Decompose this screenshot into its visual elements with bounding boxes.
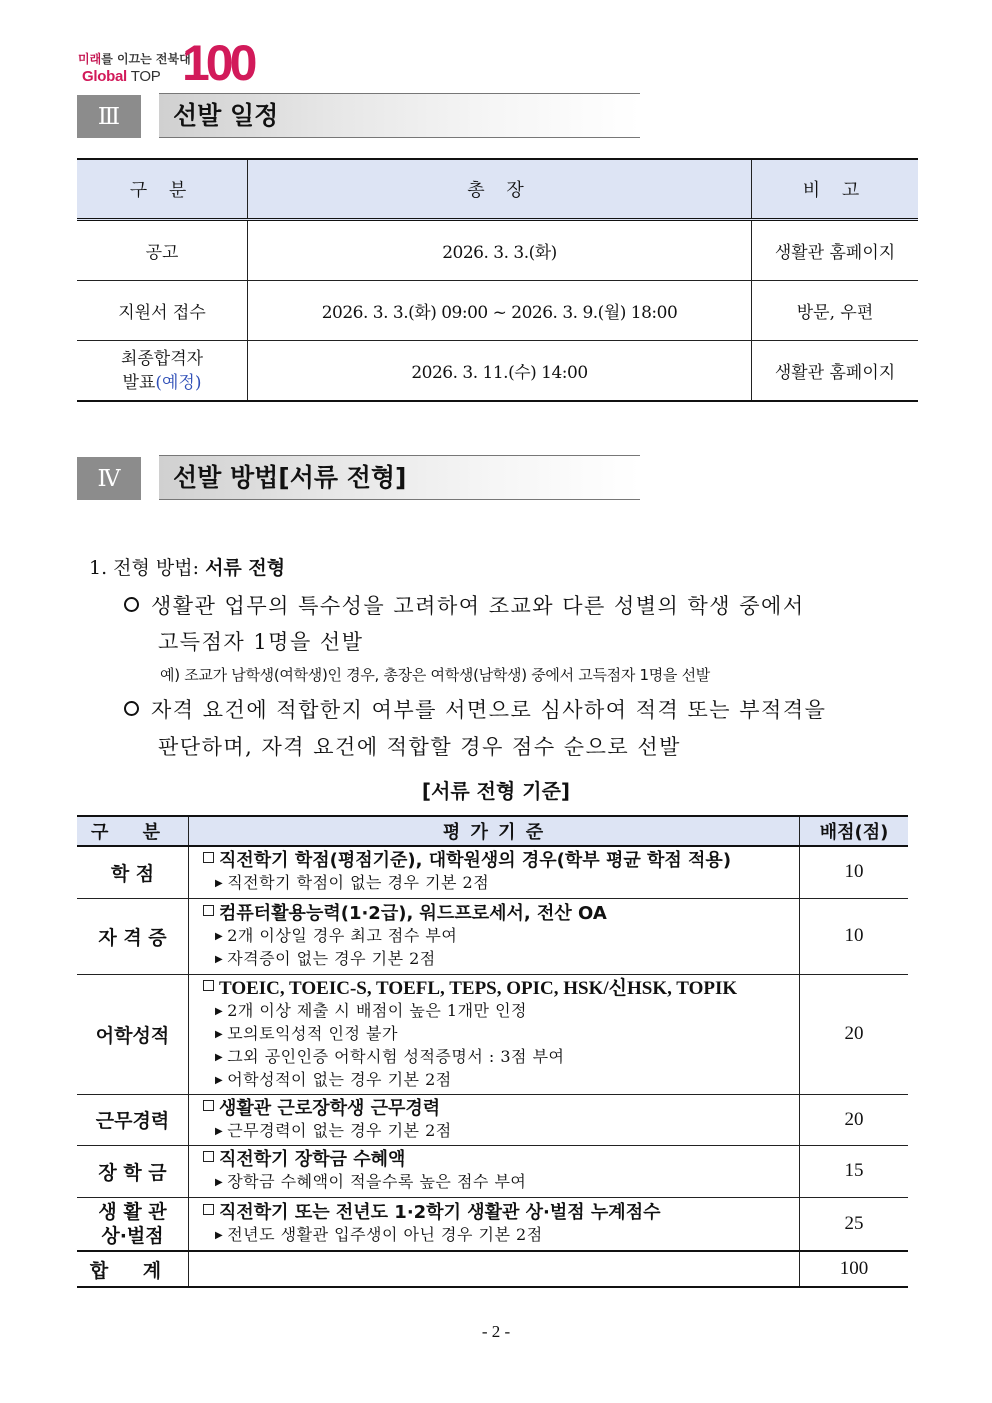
table-row (77, 341, 918, 402)
header-president: 총 장 (248, 159, 752, 220)
header-category: 구 분 (77, 816, 189, 846)
table-row (77, 898, 908, 974)
section-header-method (77, 455, 640, 503)
table-row (77, 974, 908, 1094)
checkbox-square-icon (203, 1204, 214, 1215)
triangle-bullet-icon: ▶ (215, 1028, 224, 1040)
criteria-head: TOEIC, TOEIC-S, TOEFL, TEPS, OPIC, HSK/신HSK, TOPIK (203, 977, 799, 1000)
section-numeral: Ⅳ (77, 457, 141, 500)
table-row (77, 1197, 908, 1251)
criteria-title: [서류 전형 기준] (421, 779, 571, 803)
logo-100: 100 (182, 35, 254, 91)
triangle-bullet-icon: ▶ (215, 1051, 224, 1063)
triangle-bullet-icon: ▶ (215, 953, 224, 965)
criteria-head: 컴퓨터활용능력(1·2급), 워드프로세서, 전산 OA (203, 902, 799, 925)
table-header-row (77, 816, 908, 846)
criteria-head: 생활관 근로장학생 근무경력 (203, 1097, 799, 1120)
triangle-bullet-icon: ▶ (215, 1005, 224, 1017)
row-criteria (189, 898, 800, 974)
total-label: 합 계 (77, 1251, 189, 1287)
criteria-table (77, 815, 908, 1288)
triangle-bullet-icon: ▶ (215, 878, 224, 890)
row-category: 어학성적 (77, 974, 189, 1094)
row-score: 20 (800, 974, 909, 1094)
checkbox-square-icon (203, 1151, 214, 1162)
schedule-table (77, 158, 918, 402)
criteria-head: 직전학기 장학금 수혜액 (203, 1148, 799, 1171)
triangle-bullet-icon: ▶ (215, 1177, 224, 1188)
bullet-item: 생활관 업무의 특수성을 고려하여 조교와 다른 성별의 학생 중에서 (124, 590, 805, 620)
university-logo (78, 35, 254, 91)
total-blank (189, 1251, 800, 1287)
row-category: 공고 (77, 220, 248, 281)
header-note: 비 고 (752, 159, 919, 220)
criteria-sub: ▶ 2개 이상일 경우 최고 점수 부여 (215, 925, 458, 945)
logo-tagline: 미래를 이끄는 전북대 (78, 52, 191, 66)
row-score: 10 (800, 898, 909, 974)
criteria-sub: ▶ 2개 이상 제출 시 배점이 높은 1개만 인정 (215, 1000, 528, 1020)
circle-bullet-icon (124, 597, 139, 612)
checkbox-square-icon (203, 980, 214, 991)
method-heading: 1. 전형 방법: 서류 전형 (89, 557, 286, 579)
tentative-note: (예정) (155, 372, 202, 393)
triangle-bullet-icon: ▶ (215, 1229, 224, 1241)
criteria-sub: ▶ 직전학기 학점이 없는 경우 기본 2점 (215, 873, 490, 893)
bullet-continuation: 판단하며, 자격 요건에 적합할 경우 점수 순으로 선발 (158, 735, 681, 759)
bullet-continuation: 고득점자 1명을 선발 (158, 630, 364, 654)
row-date: 2026. 3. 3.(화) 09:00 ~ 2026. 3. 9.(월) 18:00 (248, 281, 752, 341)
row-category: 자 격 증 (77, 898, 189, 974)
checkbox-square-icon (203, 1100, 214, 1111)
page-number: - 2 - (481, 1322, 511, 1341)
row-criteria (189, 1197, 800, 1251)
row-note: 방문, 우편 (752, 281, 919, 341)
row-score: 10 (800, 846, 909, 898)
row-category: 근무경력 (77, 1094, 189, 1145)
row-category: 최종합격자 발표(예정) (77, 341, 248, 402)
header-category: 구 분 (77, 159, 248, 220)
row-criteria (189, 1094, 800, 1145)
triangle-bullet-icon: ▶ (215, 1074, 224, 1086)
checkbox-square-icon (203, 852, 214, 863)
circle-bullet-icon (124, 701, 139, 716)
row-score: 20 (800, 1094, 909, 1145)
example-note: 예) 조교가 남학생(여학생)인 경우, 총장은 여학생(남학생) 중에서 고득점자 1명을 선발 (160, 666, 710, 684)
criteria-sub: ▶ 어학성적이 없는 경우 기본 2점 (215, 1069, 452, 1089)
row-category: 지원서 접수 (77, 281, 248, 341)
section-title: 선발 방법[서류 전형] (159, 455, 640, 500)
table-row (77, 220, 918, 281)
row-criteria (189, 1145, 800, 1197)
row-score: 15 (800, 1145, 909, 1197)
row-date: 2026. 3. 3.(화) (248, 220, 752, 281)
row-note: 생활관 홈페이지 (752, 341, 919, 402)
total-row (77, 1251, 908, 1287)
triangle-bullet-icon: ▶ (215, 1125, 224, 1137)
header-score: 배점(점) (800, 816, 909, 846)
row-category: 학 점 (77, 846, 189, 898)
table-row (77, 1094, 908, 1145)
total-score: 100 (800, 1251, 909, 1287)
row-date: 2026. 3. 11.(수) 14:00 (248, 341, 752, 402)
criteria-sub: ▶ 장학금 수혜액이 적을수록 높은 점수 부여 (215, 1172, 527, 1191)
criteria-sub: ▶ 그외 공인인증 어학시험 성적증명서 : 3점 부여 (215, 1046, 565, 1066)
criteria-sub: ▶ 전년도 생활관 입주생이 아닌 경우 기본 2점 (215, 1224, 543, 1244)
checkbox-square-icon (203, 905, 214, 916)
row-score: 25 (800, 1197, 909, 1251)
criteria-head: 직전학기 또는 전년도 1·2학기 생활관 상·벌점 누계점수 (203, 1201, 799, 1224)
criteria-sub: ▶ 근무경력이 없는 경우 기본 2점 (215, 1120, 452, 1140)
table-row (77, 846, 908, 898)
row-criteria (189, 974, 800, 1094)
section-numeral: Ⅲ (77, 95, 141, 138)
header-criteria: 평 가 기 준 (189, 816, 800, 846)
row-criteria (189, 846, 800, 898)
table-row (77, 281, 918, 341)
bullet-item: 자격 요건에 적합한지 여부를 서면으로 심사하여 적격 또는 부적격을 (124, 694, 826, 724)
row-category: 생 활 관 상·벌점 (77, 1197, 189, 1251)
section-header-schedule (77, 93, 640, 141)
row-category: 장 학 금 (77, 1145, 189, 1197)
row-note: 생활관 홈페이지 (752, 220, 919, 281)
table-row (77, 1145, 908, 1197)
table-header-row (77, 159, 918, 220)
triangle-bullet-icon: ▶ (215, 930, 224, 942)
logo-global-top: Global TOP (82, 68, 161, 85)
criteria-head: 직전학기 학점(평점기준), 대학원생의 경우(학부 평균 학점 적용) (203, 849, 799, 872)
criteria-sub: ▶ 모의토익성적 인정 불가 (215, 1023, 398, 1043)
criteria-sub: ▶ 자격증이 없는 경우 기본 2점 (215, 948, 436, 968)
section-title: 선발 일정 (159, 93, 640, 138)
